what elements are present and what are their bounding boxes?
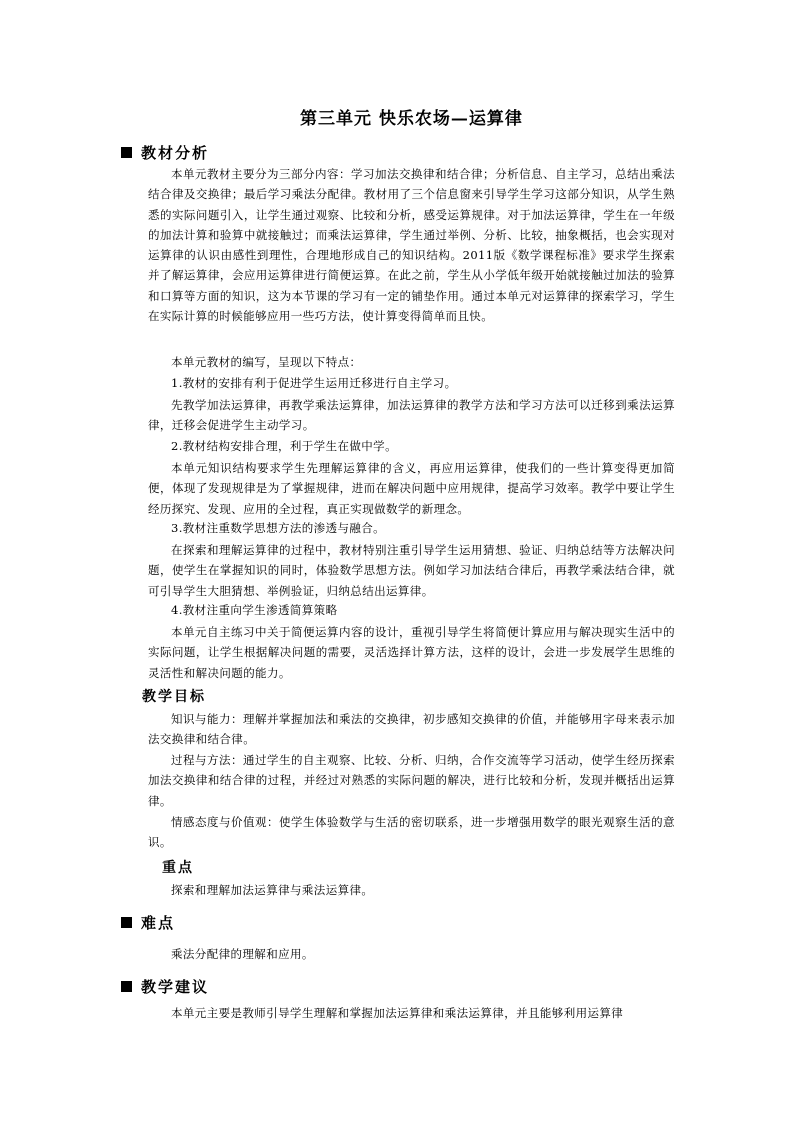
square-bullet-icon [121, 917, 132, 928]
feature-4-body: 本单元自主练习中关于简便运算内容的设计，重视引导学生将简便计算应用与解决现实生活中的实际问题，让学生根据解决问题的需要，灵活选择计算方法，这样的设计，会进一步发展学生思维的灵活性和解决问题的能力。 [148, 625, 675, 680]
feature-1-body: 先教学加法运算律，再教学乘法运算律，加法运算律的教学方法和学习方法可以迁移到乘法运算律，迁移会促进学生主动学习。 [148, 398, 675, 433]
square-bullet-icon [121, 981, 132, 992]
paragraph-intro: 本单元教材主要分为三部分内容：学习加法交换律和结合律；分析信息、自主学习，总结出乘法结合律及交换律；最后学习乘法分配律。教材用了三个信息窗来引导学生学习这部分知识，从学生熟悉的实际问题引入，让学生通过观察、比较和分析，感受运算规律。对于加法运算律，学生在一年级的加法计算和验算中就接触过；而乘法运算律，学生通过举例、分析、比较，抽象概括，也会实现对运算律的认识由感性到理性，合理地形成自己的知识结构。2011版《数学课程标准》要求学生探索并了解运算律，会应用运算律进行简便运算。在此之前，学生从小学低年级开始就接触过加法的验算和口算等方面的知识，这为本节课的学习有一定的铺垫作用。通过本单元对运算律的探索学习，学生在实际计算的时候能够应用一些巧方法，使计算变得简单而且快。 [148, 167, 675, 324]
feature-2-body: 本单元知识结构要求学生先理解运算律的含义，再应用运算律，使我们的一些计算变得更加简便，体现了发现规律是为了掌握规律，进而在解决问题中应用规律，提高学习效率。教学中要让学生经历探究、发现、应用的全过程，真正实现做数学的新理念。 [148, 461, 675, 516]
feature-4-title: 4.教材注重向学生渗透简算策略 [171, 603, 338, 617]
feature-1-title: 1.教材的安排有利于促进学生运用迁移进行自主学习。 [171, 376, 457, 390]
difficult-text: 乘法分配律的理解和应用。 [171, 947, 314, 961]
section-heading-goals: 教学目标 [142, 689, 206, 705]
feature-3-title: 3.教材注重数学思想方法的渗透与融合。 [171, 521, 386, 535]
feature-2-title: 2.教材结构安排合理，利于学生在做中学。 [171, 439, 397, 453]
key-text: 探索和理解加法运算律与乘法运算律。 [171, 883, 374, 897]
goal-knowledge: 知识与能力：理解并掌握加法和乘法的交换律，初步感知交换律的价值，并能够用字母来表示加法交换律和结合律。 [148, 712, 675, 747]
advice-text: 本单元主要是教师引导学生理解和掌握加法运算律和乘法运算律，并且能够利用运算律 [171, 1006, 624, 1020]
section-heading-text: 教学建议 [141, 978, 210, 996]
section-heading-advice [121, 976, 209, 997]
square-bullet-icon [121, 147, 132, 158]
paragraph-features-lead: 本单元教材的编写，呈现以下特点： [171, 355, 362, 369]
goal-attitude: 情感态度与价值观：使学生体验数学与生活的密切联系，进一步增强用数学的眼光观察生活的意识。 [148, 815, 675, 850]
section-heading-key: 重点 [162, 860, 194, 876]
section-heading-text: 难点 [141, 914, 176, 932]
section-heading-difficult [121, 912, 175, 933]
goal-process: 过程与方法：通过学生的自主观察、比较、分析、归纳，合作交流等学习活动，使学生经历探索加法交换律和结合律的过程，并经过对熟悉的实际问题的解决，进行比较和分析，发现并概括出运算律。 [148, 753, 675, 808]
page-title: 第三单元 快乐农场—运算律 [300, 109, 523, 129]
feature-3-body: 在探索和理解运算律的过程中，教材特别注重引导学生运用猜想、验证、归纳总结等方法解决问题，使学生在掌握知识的同时，体验数学思想方法。例如学习加法结合律后，再教学乘法结合律，就可引导学生大胆猜想、举例验证，归纳总结出运算律。 [148, 543, 675, 598]
section-heading-text: 教材分析 [141, 144, 210, 162]
section-heading-analysis [121, 142, 209, 163]
